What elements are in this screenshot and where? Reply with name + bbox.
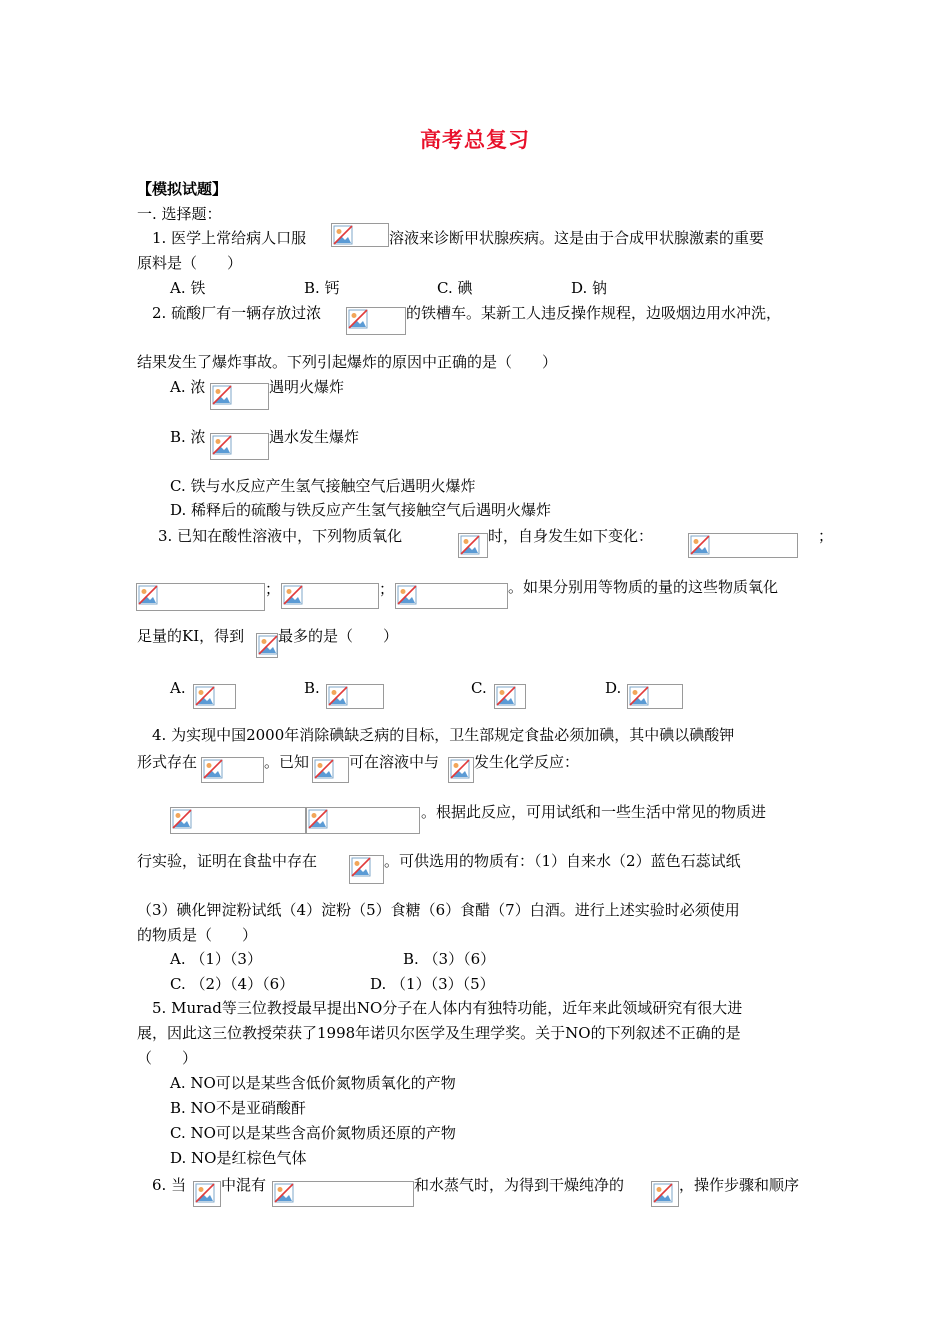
q3-semicolon: ； [818,527,834,545]
formula-image-icon [210,383,269,410]
formula-image-icon [256,633,278,658]
formula-image-icon [651,1181,679,1207]
formula-image-icon [331,223,389,247]
part-heading: 一. 选择题： [137,205,222,223]
q4-text-line2-b: 。已知 [264,753,310,771]
q4-text-line2-d: 发生化学反应： [474,753,580,771]
q3-text-line3-a: 足量的KI，得到 [137,627,245,645]
q2-option-d: D. 稀释后的硫酸与铁反应产生氢气接触空气后遇明火爆炸 [170,501,552,519]
formula-image-icon [395,583,508,609]
q1-text-b: 溶液来诊断甲状腺疾病。这是由于合成甲状腺激素的重要 [389,229,765,247]
formula-image-icon [281,583,379,609]
formula-image-icon [170,807,306,834]
q2-text-b: 的铁槽车。某新工人违反操作规程，边吸烟边用水冲洗， [406,304,782,322]
formula-image-icon [136,583,265,611]
q2-option-b-prefix: B. 浓 [170,428,206,446]
q2-text-a: 2. 硫酸厂有一辆存放过浓 [152,304,322,322]
q4-text-line2-c: 可在溶液中与 [349,753,440,771]
q2-text-line2: 结果发生了爆炸事故。下列引起爆炸的原因中正确的是（ ） [137,353,558,371]
q3-text-line3-b: 最多的是（ ） [278,627,399,645]
q6-text-b: 中混有 [221,1176,267,1194]
page-title: 高考总复习 [420,127,530,152]
formula-image-icon [306,807,420,834]
q4-text-line6: 的物质是（ ） [137,926,258,944]
q5-text-line1: 5. Murad等三位教授最早提出NO分子在人体内有独特功能，近年来此领域研究有很大进 [152,999,743,1017]
formula-image-icon [627,684,683,709]
q1-option-d: D. 钠 [571,279,608,297]
q3-option-b: B. [304,679,320,697]
formula-image-icon [210,433,269,460]
formula-image-icon [494,684,526,709]
q5-text-line2: 展，因此这三位教授荣获了1998年诺贝尔医学及生理学奖。关于NO的下列叙述不正确的是 [137,1024,741,1042]
q2-option-c: C. 铁与水反应产生氢气接触空气后遇明火爆炸 [170,477,476,495]
q3-semicolon: ； [265,580,281,598]
formula-image-icon [349,855,384,884]
q5-option-b: B. NO不是亚硝酸酐 [170,1099,306,1117]
q4-text-line5: （3）碘化钾淀粉试纸（4）淀粉（5）食糖（6）食醋（7）白酒。进行上述实验时必须使用 [137,901,740,919]
q5-text-line3: （ ） [137,1049,198,1067]
q1-option-c: C. 碘 [437,279,473,297]
formula-image-icon [448,757,474,783]
q5-option-c: C. NO可以是某些含高价氮物质还原的产物 [170,1124,456,1142]
q3-text-b: 时，自身发生如下变化： [488,527,654,545]
q1-text-a: 1. 医学上常给病人口服 [152,229,307,247]
q6-text-c: 和水蒸气时，为得到干燥纯净的 [414,1176,625,1194]
q2-option-a-suffix: 遇明火爆炸 [269,378,345,396]
formula-image-icon [193,1181,221,1207]
q3-option-a: A. [170,679,186,697]
q3-option-c: C. [471,679,487,697]
formula-image-icon [312,757,349,783]
formula-image-icon [193,684,236,709]
q4-text-line4-a: 行实验，证明在食盐中存在 [137,852,318,870]
q5-option-a: A. NO可以是某些含低价氮物质氧化的产物 [170,1074,456,1092]
q4-text-line3: 。根据此反应，可用试纸和一些生活中常见的物质进 [421,803,767,821]
q1-option-b: B. 钙 [304,279,340,297]
q2-option-b-suffix: 遇水发生爆炸 [269,428,360,446]
q4-text-line4-b: 。可供选用的物质有：（1）自来水（2）蓝色石蕊试纸 [384,852,741,870]
q6-text-d: ，操作步骤和顺序 [679,1176,800,1194]
q3-option-d: D. [605,679,622,697]
formula-image-icon [201,757,264,783]
q4-option-b: B. （3）（6） [403,950,496,968]
q2-option-a-prefix: A. 浓 [170,378,206,396]
formula-image-icon [346,307,406,335]
q4-option-d: D. （1）（3）（5） [370,975,495,993]
formula-image-icon [272,1181,414,1207]
q4-text-line1: 4. 为实现中国2000年消除碘缺乏病的目标，卫生部规定食盐必须加碘，其中碘以碘酸钾 [152,726,735,744]
q4-option-a: A. （1）（3） [170,950,262,968]
formula-image-icon [688,533,798,558]
q3-text-a: 3. 已知在酸性溶液中，下列物质氧化 [158,527,403,545]
section-header: 【模拟试题】 [137,180,228,198]
q4-text-line2-a: 形式存在 [137,753,198,771]
formula-image-icon [458,533,488,558]
q6-text-a: 6. 当 [152,1176,187,1194]
q1-option-a: A. 铁 [170,279,206,297]
q3-text-line2-end: 。如果分别用等物质的量的这些物质氧化 [508,578,779,596]
q5-option-d: D. NO是红棕色气体 [170,1149,307,1167]
q1-text-line2: 原料是（ ） [137,254,243,272]
q3-semicolon: ； [379,580,395,598]
formula-image-icon [326,684,384,709]
q4-option-c: C. （2）（4）（6） [170,975,295,993]
